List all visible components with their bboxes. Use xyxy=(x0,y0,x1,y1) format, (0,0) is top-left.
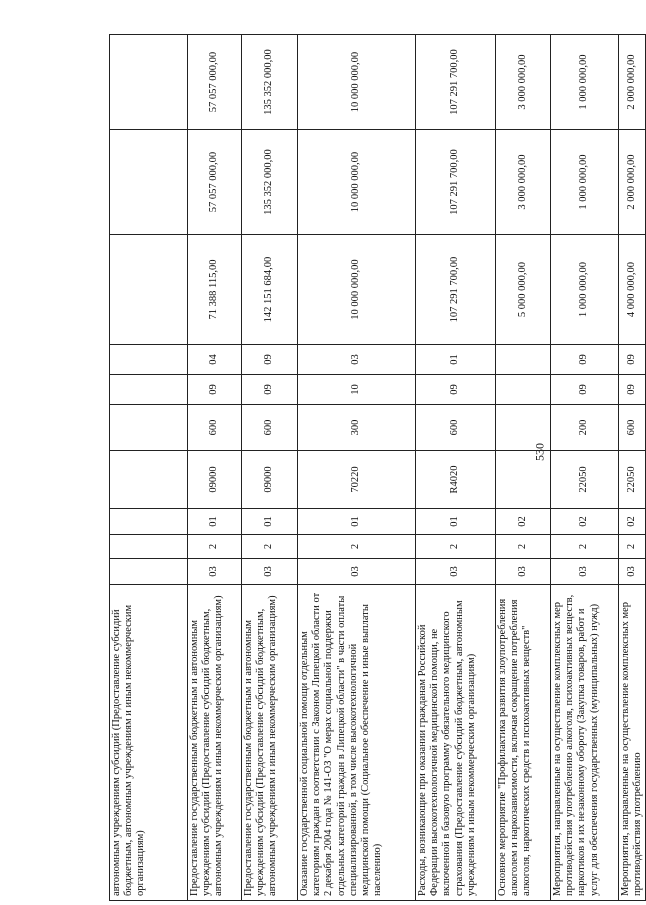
row-description: Предоставление государственным бюджетным и автономным учреждениям субсидий (Предоставление субсидий бюджетным, автономным учреждениям и иным некоммерческим организациям) xyxy=(188,585,242,901)
activity-code: 02 xyxy=(496,509,551,535)
amount-year-2 xyxy=(110,130,188,235)
table-row xyxy=(619,35,646,901)
direction-code: 09000 xyxy=(242,451,298,509)
direction-code xyxy=(110,451,188,509)
section-code: 10 xyxy=(298,375,416,405)
subprogram-code: 2 xyxy=(416,535,496,559)
table-row xyxy=(110,35,188,901)
direction-code: 22050 xyxy=(551,451,619,509)
table-row xyxy=(416,35,496,901)
amount-year-3: 135 352 000,00 xyxy=(242,35,298,130)
program-code: 03 xyxy=(496,559,551,585)
activity-code: 01 xyxy=(416,509,496,535)
section-code: 09 xyxy=(551,375,619,405)
activity-code xyxy=(110,509,188,535)
amount-year-1: 5 000 000,00 xyxy=(496,235,551,345)
activity-code: 02 xyxy=(551,509,619,535)
table-row xyxy=(298,35,416,901)
subsection-code xyxy=(110,345,188,375)
amount-year-2: 3 000 000,00 xyxy=(496,130,551,235)
amount-year-2: 2 000 000,00 xyxy=(619,130,646,235)
expense-type-code xyxy=(496,405,551,451)
subsection-code xyxy=(496,345,551,375)
page-number: 530 xyxy=(532,443,547,461)
program-code: 03 xyxy=(188,559,242,585)
activity-code: 01 xyxy=(242,509,298,535)
section-code: 09 xyxy=(188,375,242,405)
section-code xyxy=(110,375,188,405)
subprogram-code: 2 xyxy=(298,535,416,559)
amount-year-3: 1 000 000,00 xyxy=(551,35,619,130)
direction-code: R4020 xyxy=(416,451,496,509)
amount-year-2: 135 352 000,00 xyxy=(242,130,298,235)
activity-code: 01 xyxy=(298,509,416,535)
expense-type-code xyxy=(110,405,188,451)
budget-table-sheet xyxy=(109,35,644,901)
table-row xyxy=(496,35,551,901)
amount-year-1: 142 151 684,00 xyxy=(242,235,298,345)
expense-type-code: 300 xyxy=(298,405,416,451)
row-description: Расходы, возникающие при оказании гражданам Российской Федерации высокотехнологичной медицинской помощи, не включенной в базовую программу обязательного медицинского страхования (Предоставление субсидий бюджетным, автономным учреждениям и иным некоммерческим организациям) xyxy=(416,585,496,901)
program-code: 03 xyxy=(242,559,298,585)
row-description: автономным учреждениям субсидий (Предоставление субсидий бюджетным, автономным учреждениям и иным некоммерческим организациям) xyxy=(110,585,188,901)
direction-code: 70220 xyxy=(298,451,416,509)
subsection-code: 04 xyxy=(188,345,242,375)
rotated-table-area xyxy=(109,35,644,901)
program-code: 03 xyxy=(416,559,496,585)
amount-year-2: 107 291 700,00 xyxy=(416,130,496,235)
subprogram-code: 2 xyxy=(496,535,551,559)
direction-code xyxy=(496,451,551,509)
amount-year-3: 10 000 000,00 xyxy=(298,35,416,130)
amount-year-3 xyxy=(110,35,188,130)
program-code: 03 xyxy=(551,559,619,585)
subprogram-code: 2 xyxy=(619,535,646,559)
subprogram-code: 2 xyxy=(242,535,298,559)
activity-code: 02 xyxy=(619,509,646,535)
row-description: Мероприятия, направленные на осуществление комплексных мер противодействия употреблению алкоголя, психоактивных веществ, наркотиков и их незаконному обороту (Закупка товаров, работ и услуг для обеспечения государственных (муниципальных) нужд) xyxy=(551,585,619,901)
amount-year-2: 1 000 000,00 xyxy=(551,130,619,235)
amount-year-3: 107 291 700,00 xyxy=(416,35,496,130)
amount-year-1: 10 000 000,00 xyxy=(298,235,416,345)
program-code: 03 xyxy=(619,559,646,585)
amount-year-1: 107 291 700,00 xyxy=(416,235,496,345)
section-code: 09 xyxy=(416,375,496,405)
table-row xyxy=(242,35,298,901)
amount-year-3: 3 000 000,00 xyxy=(496,35,551,130)
expense-type-code: 600 xyxy=(242,405,298,451)
section-code: 09 xyxy=(619,375,646,405)
amount-year-1: 71 388 115,00 xyxy=(188,235,242,345)
table-row xyxy=(551,35,619,901)
section-code: 09 xyxy=(242,375,298,405)
direction-code: 09000 xyxy=(188,451,242,509)
subprogram-code xyxy=(110,535,188,559)
subsection-code: 09 xyxy=(551,345,619,375)
subsection-code: 03 xyxy=(298,345,416,375)
section-code xyxy=(496,375,551,405)
expense-type-code: 600 xyxy=(619,405,646,451)
amount-year-2: 57 057 000,00 xyxy=(188,130,242,235)
amount-year-3: 2 000 000,00 xyxy=(619,35,646,130)
amount-year-1: 4 000 000,00 xyxy=(619,235,646,345)
activity-code: 01 xyxy=(188,509,242,535)
expense-type-code: 600 xyxy=(188,405,242,451)
subprogram-code: 2 xyxy=(188,535,242,559)
row-description: Мероприятия, направленные на осуществление комплексных мер противодействия употреблению xyxy=(619,585,646,901)
row-description: Основное мероприятие "Профилактика развития злоупотребления алкоголем и наркозависимости, включая сокращение потребления алкоголя, наркотических средств и психоактивных веществ" xyxy=(496,585,551,901)
expense-type-code: 600 xyxy=(416,405,496,451)
direction-code: 22050 xyxy=(619,451,646,509)
subsection-code: 09 xyxy=(242,345,298,375)
table-row xyxy=(188,35,242,901)
row-description: Оказание государственной социальной помощи отдельным категориям граждан в соответствии с Законом Липецкой области от 2 декабря 2004 года № 141-ОЗ "О мерах социальной поддержки отдельных категорий граждан в Липецкой области" в части оплаты специализированной, в том числе высокотехнологичной медицинской помощи (Социальное обеспечение и иные выплаты населению) xyxy=(298,585,416,901)
expense-type-code: 200 xyxy=(551,405,619,451)
amount-year-2: 10 000 000,00 xyxy=(298,130,416,235)
amount-year-1: 1 000 000,00 xyxy=(551,235,619,345)
subsection-code: 09 xyxy=(619,345,646,375)
subsection-code: 01 xyxy=(416,345,496,375)
amount-year-1 xyxy=(110,235,188,345)
program-code xyxy=(110,559,188,585)
subprogram-code: 2 xyxy=(551,535,619,559)
row-description: Предоставление государственным бюджетным и автономным учреждениям субсидий (Предоставление субсидий бюджетным, автономным учреждениям и иным некоммерческим организациям) xyxy=(242,585,298,901)
program-code: 03 xyxy=(298,559,416,585)
amount-year-3: 57 057 000,00 xyxy=(188,35,242,130)
budget-table xyxy=(109,34,646,901)
